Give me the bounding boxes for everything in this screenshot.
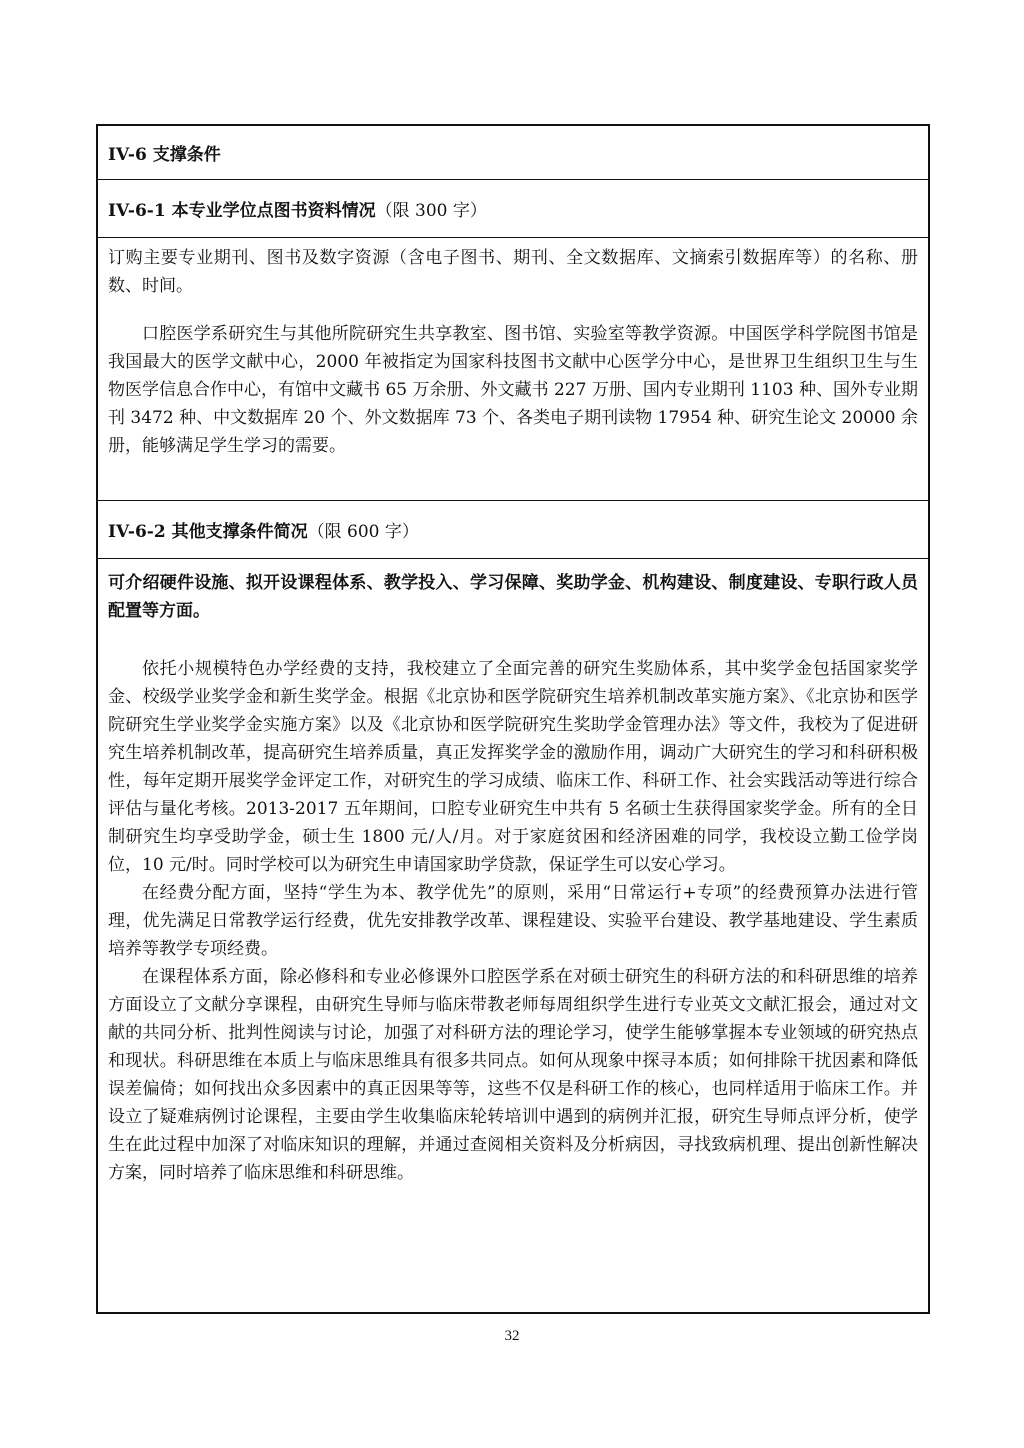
subsection-2-header <box>98 501 928 559</box>
subsection-1-title: IV-6-1 本专业学位点图书资料情况 <box>108 201 376 221</box>
section-title-row <box>98 126 928 180</box>
subsection-1-header <box>98 180 928 238</box>
subsection-2-limit: （限 600 字） <box>307 522 419 542</box>
section-title: IV-6 支撑条件 <box>108 145 221 165</box>
library-resources-cell <box>98 238 928 501</box>
scholarship-paragraph: 依托小规模特色办学经费的支持，我校建立了全面完善的研究生奖励体系，其中奖学金包括国家奖学金、校级学业奖学金和新生奖学金。根据《北京协和医学院研究生培养机制改革实施方案》、《北京协和医学院研究生学业奖学金实施方案》以及《北京协和医学院研究生奖助学金管理办法》等文件，我校为了促进研究生培养机制改革，提高研究生培养质量，真正发挥奖学金的激励作用，调动广大研究生的学习和科研积极性，每年定期开展奖学金评定工作，对研究生的学习成绩、临床工作、科研工作、社会实践活动等进行综合评估与量化考核。2013-2017 五年期间，口腔专业研究生中共有 5 名硕士生获得国家奖学金。所有的全日制研究生均享受助学金，硕士生 1800 元/人/月。对于家庭贫困和经济困难的同学，我校设立勤工俭学岗位，10 元/时。同时学校可以为研究生申请国家助学贷款，保证学生可以安心学习。 <box>108 659 918 875</box>
other-support-prompt: 可介绍硬件设施、拟开设课程体系、教学投入、学习保障、奖助学金、机构建设、制度建设、专职行政人员配置等方面。 <box>108 573 918 621</box>
funding-paragraph: 在经费分配方面，坚持“学生为本、教学优先”的原则，采用“日常运行+专项”的经费预算办法进行管理，优先满足日常教学运行经费，优先安排教学改革、课程建设、实验平台建设、教学基地建设、学生素质培养等教学专项经费。 <box>108 883 918 959</box>
library-prompt: 订购主要专业期刊、图书及数字资源（含电子图书、期刊、全文数据库、文摘索引数据库等）的名称、册数、时间。 <box>108 248 918 296</box>
subsection-1-limit: （限 300 字） <box>375 201 487 221</box>
page-number: 32 <box>504 1328 520 1344</box>
library-body: 口腔医学系研究生与其他所院研究生共享教室、图书馆、实验室等教学资源。中国医学科学院图书馆是我国最大的医学文献中心，2000 年被指定为国家科技图书文献中心医学分中心，是世界卫生组织卫生与生物医学信息合作中心，有馆中文藏书 65 万余册、外文藏书 227 万册、国内专业期刊 1103 种、国外专业期刊 3472 种、中文数据库 20 个、外文数据库 73 个、各类电子期刊读物 17954 种、研究生论文 20000 余册，能够满足学生学习的需要。 <box>108 324 918 456</box>
subsection-2-title: IV-6-2 其他支撑条件简况 <box>108 522 308 542</box>
support-conditions-table <box>96 124 930 1314</box>
curriculum-paragraph: 在课程体系方面，除必修科和专业必修课外口腔医学系在对硕士研究生的科研方法的和科研思维的培养方面设立了文献分享课程，由研究生导师与临床带教老师每周组织学生进行专业英文文献汇报会，通过对文献的共同分析、批判性阅读与讨论，加强了对科研方法的理论学习，使学生能够掌握本专业领域的研究热点和现状。科研思维在本质上与临床思维具有很多共同点。如何从现象中探寻本质；如何排除干扰因素和降低误差偏倚；如何找出众多因素中的真正因果等等，这些不仅是科研工作的核心，也同样适用于临床工作。并设立了疑难病例讨论课程，主要由学生收集临床轮转培训中遇到的病例并汇报，研究生导师点评分析，使学生在此过程中加深了对临床知识的理解，并通过查阅相关资料及分析病因，寻找致病机理、提出创新性解决方案，同时培养了临床思维和科研思维。 <box>108 967 918 1183</box>
other-support-cell <box>98 559 928 1187</box>
